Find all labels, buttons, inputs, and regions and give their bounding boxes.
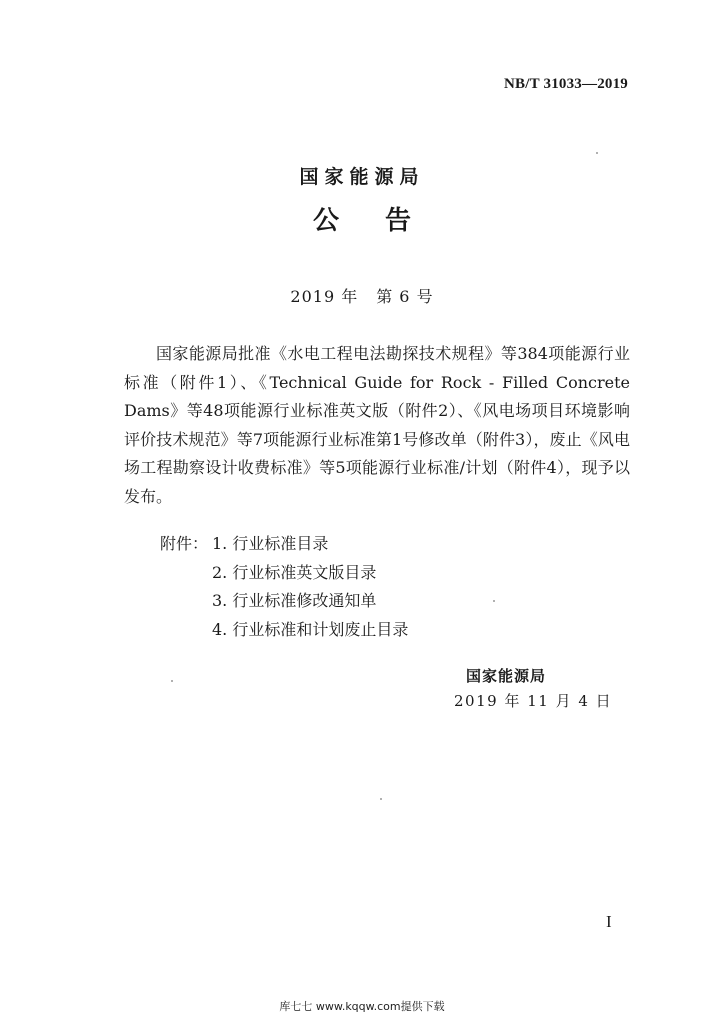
attachment-list — [160, 530, 408, 644]
scan-speck — [596, 152, 598, 154]
attachment-item-text: 4. 行业标准和计划废止目录 — [212, 619, 409, 639]
issue-number — [0, 284, 724, 307]
issue-year: 2019 年 — [290, 287, 359, 306]
attachment-item-text: 3. 行业标准修改通知单 — [212, 591, 377, 610]
issuer-title: 国家能源局 — [299, 166, 425, 188]
signature-date: 2019 年 11 月 4 日 — [454, 692, 613, 710]
attachment-item — [160, 559, 408, 588]
page-number: I — [606, 912, 612, 931]
scan-speck — [493, 600, 495, 602]
scan-speck — [380, 798, 382, 800]
attachment-label: 附件： — [160, 534, 209, 553]
attachment-item-text: 1. 行业标准目录 — [212, 534, 329, 553]
scan-speck — [171, 680, 173, 682]
download-watermark: 库七七 www.kqqw.com提供下载 — [279, 1000, 445, 1013]
attachment-item — [160, 530, 408, 559]
notice-title: 公告 — [312, 206, 457, 236]
issue-serial: 第 6 号 — [376, 287, 434, 306]
attachment-item — [160, 616, 408, 645]
standard-code: NB/T 31033—2019 — [504, 76, 628, 92]
attachment-item — [160, 587, 408, 616]
attachment-item-text: 2. 行业标准英文版目录 — [212, 562, 377, 582]
signature-org: 国家能源局 — [466, 667, 547, 685]
announcement-body: 国家能源局批准《水电工程电法勘探技术规程》等384项能源行业标准（附件1）、《Technical Guide for Rock - Filled Concrete Dams》等48项能源行业标准英文版（附件2）、《风电场项目环境影响评价技术规范》等7项能源行业标准第1号修改单（附件3），废止《风电场工程勘察设计收费标准》等5项能源行业标准/计划（附件4），现予以发布。 — [124, 344, 630, 506]
